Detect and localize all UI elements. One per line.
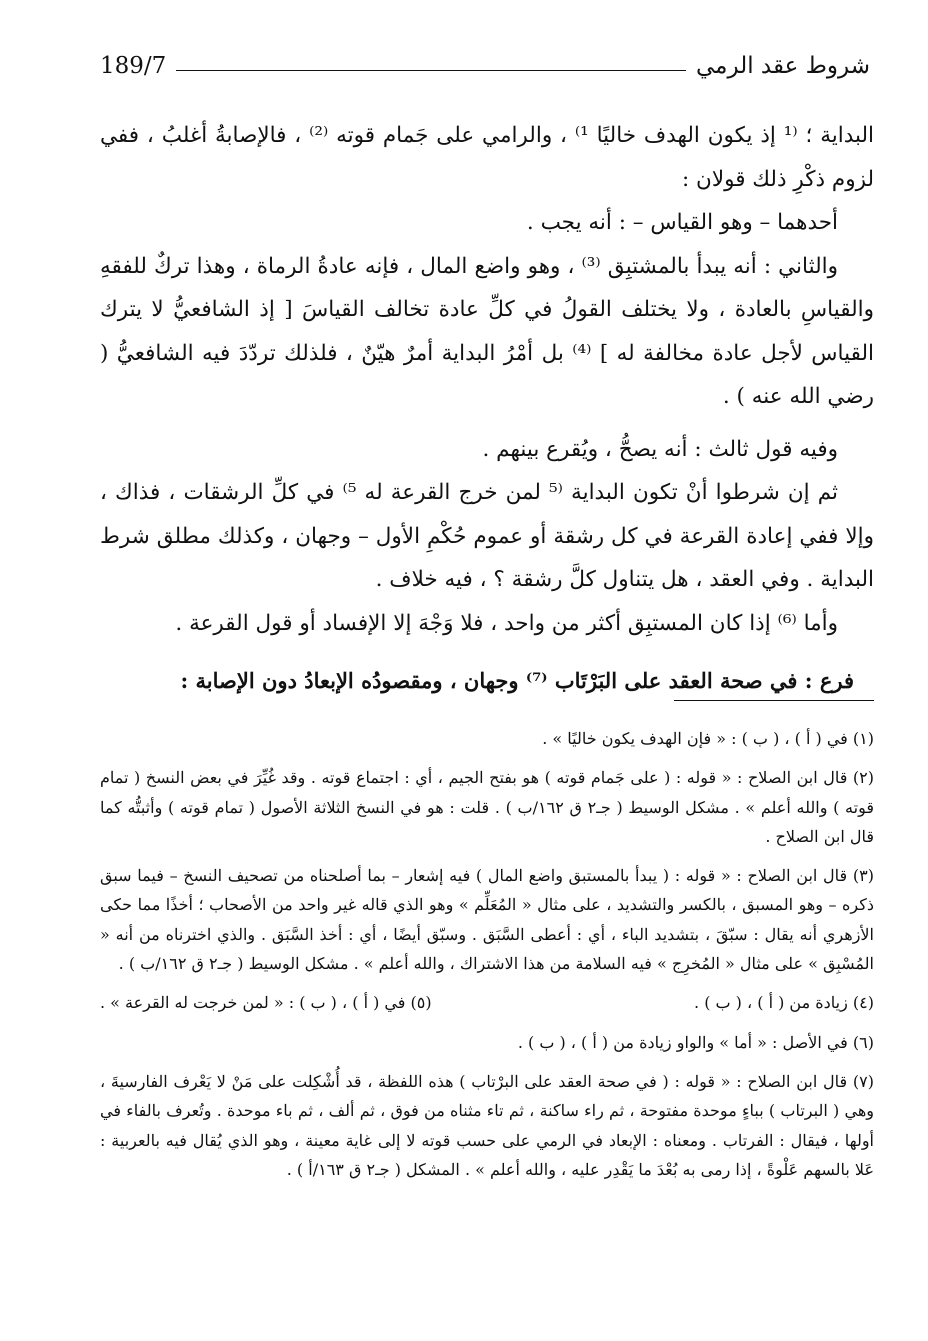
main-text xyxy=(100,114,874,703)
header-rule xyxy=(176,70,686,71)
footnote-2: (٢) قال ابن الصلاح : « قوله : ( على جَمام قوته ) هو بفتح الجيم ، أي : اجتماع قوته . وقد غُيِّرَ في بعض النسخ ( تمام قوته ) والله أعلم » . مشكل الوسيط ( جـ٢ ق ١٦٢/ب ) . قلت : هو في النسخ الثلاثة الأصول ( تمام قوته ) وأثبتُّه كما قال ابن الصلاح . xyxy=(100,768,874,846)
footnotes-4-5-row xyxy=(100,988,874,1017)
footnote-7: (٧) قال ابن الصلاح : « قوله : ( في صحة العقد على البرْتاب ) هذه اللفظة ، قد أُشْكِلت على مَنْ لا يَعْرف الفارسيةَ ، وهي ( البرتاب ) بباءٍ موحدة مفتوحة ، ثم راء ساكنة ، ثم تاء مثناه من فوق ، ثم ألف ، ثم باء موحدة . وتُعرف بالفاء في أولها ، فيقال : الفرتاب . ومعناه : الإبعاد في الرمي على حسب قوته لا إلى غاية معينة ، وهو الذي يُقال فيه بالعربية : عَلا بالسهم عَلْوةً ، إذا رمى به بُعْدَ ما يَقْدِر عليه ، والله أعلم » . المشكل ( جـ٢ ق ١٦٣/أ ) . xyxy=(100,1071,874,1179)
paragraph-second-opinion: والثاني : أنه يبدأ بالمشتبِق ⁽³⁾ ، وهو واضع المال ، فإنه عادةُ الرماة ، وهذا تركٌ للفقهِ والقياسِ بالعادة ، ولا يختلف القولُ في كلِّ عادة تخالف القياسَ [ إذ الشافعيُّ لا يترك القياس لأجل عادة مخالفة له ] ⁽⁴⁾ بل أمْرُ البداية أمرٌ هيّنٌ ، فلذلك تردّدَ فيه الشافعيُّ ( رضي الله عنه ) . xyxy=(100,253,874,409)
page-header xyxy=(100,46,870,86)
paragraph-lottery: ثم إن شرطوا أنْ تكون البداية ⁽⁵ لمن خرج القرعة له ⁵⁾ في كلِّ الرشقات ، فذاك ، وإلا ففي إعادة القرعة في كل رشقة أو عموم حُكْمِ الأول – وجهان ، وكذلك مطلق شرط البداية . وفي العقد ، هل يتناول كلَّ رشقة ؟ ، فيه خلاف . xyxy=(100,480,874,592)
footnote-4: (٤) زيادة من ( أ ) ، ( ب ) . xyxy=(694,993,874,1013)
footnote-1: (١) في ( أ ) ، ( ب ) : « فإن الهدف يكون خاليًا » . xyxy=(542,729,874,748)
footnote-separator xyxy=(674,700,874,701)
footnote-3: (٣) قال ابن الصلاح : « قوله : ( يبدأ بالمستبق واضع المال ) فيه إشعار – بما أصلحناه من تصحيف النسخ – فيما سبق ذكره – وهو المسبق ، بالكسر والتشديد ، على مثال « المُعَلِّم » وهو الذي قاله غير واحد من الأصحاب ؛ أخذًا مما حكى الأزهري أنه يقال : سبّقَ ، بتشديد الباء ، أي : أعطى السَّبَق . وسبّق أيضًا ، أي : أخذ السَّبَق . والذي اخترناه من أنه « المُسْبِق » على مثال « المُخرِج » فيه السلامة من هذا الاشتراك ، والله أعلم » . مشكل الوسيط ( جـ٢ ق ١٦٢/ب ) . xyxy=(100,866,874,974)
footnote-5: (٥) في ( أ ) ، ( ب ) : « لمن خرجت له القرعة » . xyxy=(100,993,432,1013)
page-number: 189/7 xyxy=(100,53,167,79)
subsection-heading-bartab: فرع : في صحة العقد على البَرْتَاب ⁽⁷⁾ وجهان ، ومقصودُه الإبعادُ دون الإصابة : xyxy=(180,668,854,693)
paragraph-beginning: البداية ؛ ⁽¹ إذ يكون الهدف خاليًا ¹⁾ ، والرامي على جَمام قوته ⁽²⁾ ، فالإصابةُ أغلبُ ، ففي لزوم ذكْرِ ذلك قولان : xyxy=(100,123,874,192)
paragraph-first-opinion: أحدهما – وهو القياس – : أنه يجب . xyxy=(526,210,838,235)
paragraph-third-opinion: وفيه قول ثالث : أنه يصحُّ ، ويُقرع بينهم . xyxy=(482,436,838,462)
footnotes xyxy=(100,724,874,1184)
running-title: شروط عقد الرمي xyxy=(696,53,870,79)
footnote-6: (٦) في الأصل : « أما » والواو زيادة من ( أ ) ، ( ب ) . xyxy=(517,1032,874,1052)
paragraph-multiple-competitors: وأما ⁽⁶⁾ إذا كان المستبِق أكثر من واحد ، فلا وَجْهَ إلا الإفساد أو قول القرعة . xyxy=(175,610,838,636)
